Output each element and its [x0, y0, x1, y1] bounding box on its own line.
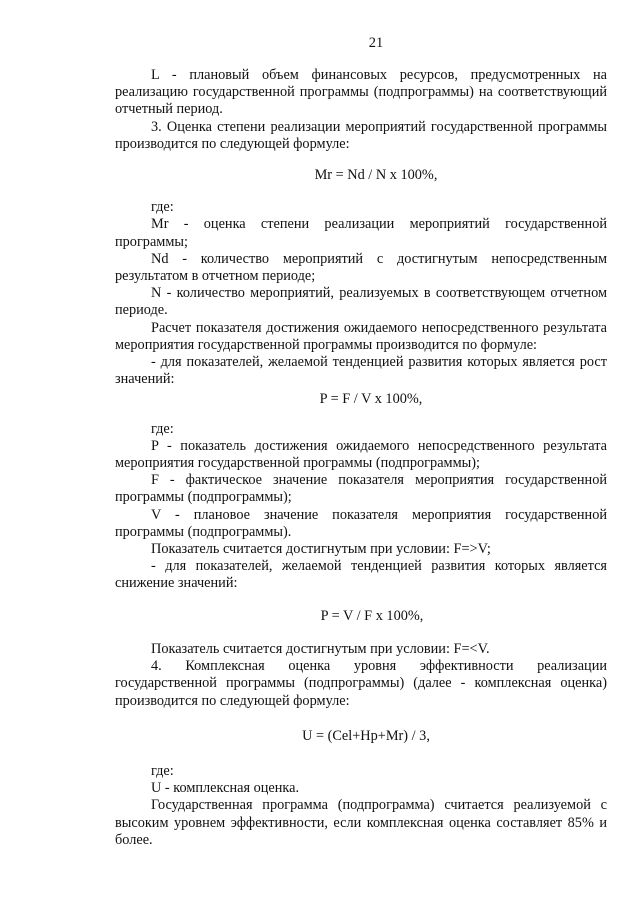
- paragraph-decrease-case: - для показателей, желаемой тенденцией развития которых является снижение значений:: [115, 558, 607, 592]
- paragraph-u-definition: U - комплексная оценка.: [151, 780, 300, 797]
- paragraph-v-definition: V - плановое значение показателя мероприятия государственной программы (подпрограммы).: [115, 506, 607, 540]
- paragraph-nd-definition: Nd - количество мероприятий с достигнутым непосредственным результатом в отчетном периоде;: [115, 250, 607, 285]
- where-label: где:: [151, 762, 174, 779]
- formula-p-decrease: P = V / F x 100%,: [320, 607, 424, 624]
- where-label: где:: [151, 420, 174, 437]
- paragraph-n-definition: N - количество мероприятий, реализуемых в соответствующем отчетном периоде.: [115, 285, 607, 319]
- page-number: 21: [368, 35, 384, 51]
- formula-u: U = (Cel+Hp+Mr) / 3,: [302, 727, 430, 744]
- formula-mr: Mr = Nd / N x 100%,: [314, 167, 438, 184]
- paragraph-section-4: 4. Комплексная оценка уровня эффективности реализации государственной программы (подпрограммы) (далее - комплексная оценка) производится по следующей формуле:: [115, 658, 607, 709]
- paragraph-section-3: 3. Оценка степени реализации мероприятий государственной программы производится по следующей формуле:: [115, 118, 607, 152]
- paragraph-l-definition: L - плановый объем финансовых ресурсов, предусмотренных на реализацию государственной программы (подпрограммы) на соответствующий отчетный период.: [115, 67, 607, 118]
- paragraph-efficiency-conclusion: Государственная программа (подпрограмма) считается реализуемой с высоким уровнем эффективности, если комплексная оценка составляет 85% и более.: [115, 797, 607, 848]
- formula-p-growth: P = F / V x 100%,: [319, 391, 423, 408]
- paragraph-condition-decrease: Показатель считается достигнутым при условии: F=<V.: [151, 640, 490, 657]
- paragraph-p-definition: P - показатель достижения ожидаемого непосредственного результата мероприятия государственной программы (подпрограммы);: [115, 437, 607, 472]
- where-label: где:: [151, 199, 174, 216]
- paragraph-condition-growth: Показатель считается достигнутым при условии: F=>V;: [151, 541, 491, 558]
- document-body: [115, 67, 607, 849]
- paragraph-mr-definition: Mr - оценка степени реализации мероприятий государственной программы;: [115, 216, 607, 250]
- paragraph-result-calc: Расчет показателя достижения ожидаемого непосредственного результата мероприятия государственной программы производится по формуле:: [115, 319, 607, 353]
- paragraph-growth-case: - для показателей, желаемой тенденцией развития которых является рост значений:: [115, 354, 607, 388]
- paragraph-f-definition: F - фактическое значение показателя мероприятия государственной программы (подпрограммы);: [115, 472, 607, 506]
